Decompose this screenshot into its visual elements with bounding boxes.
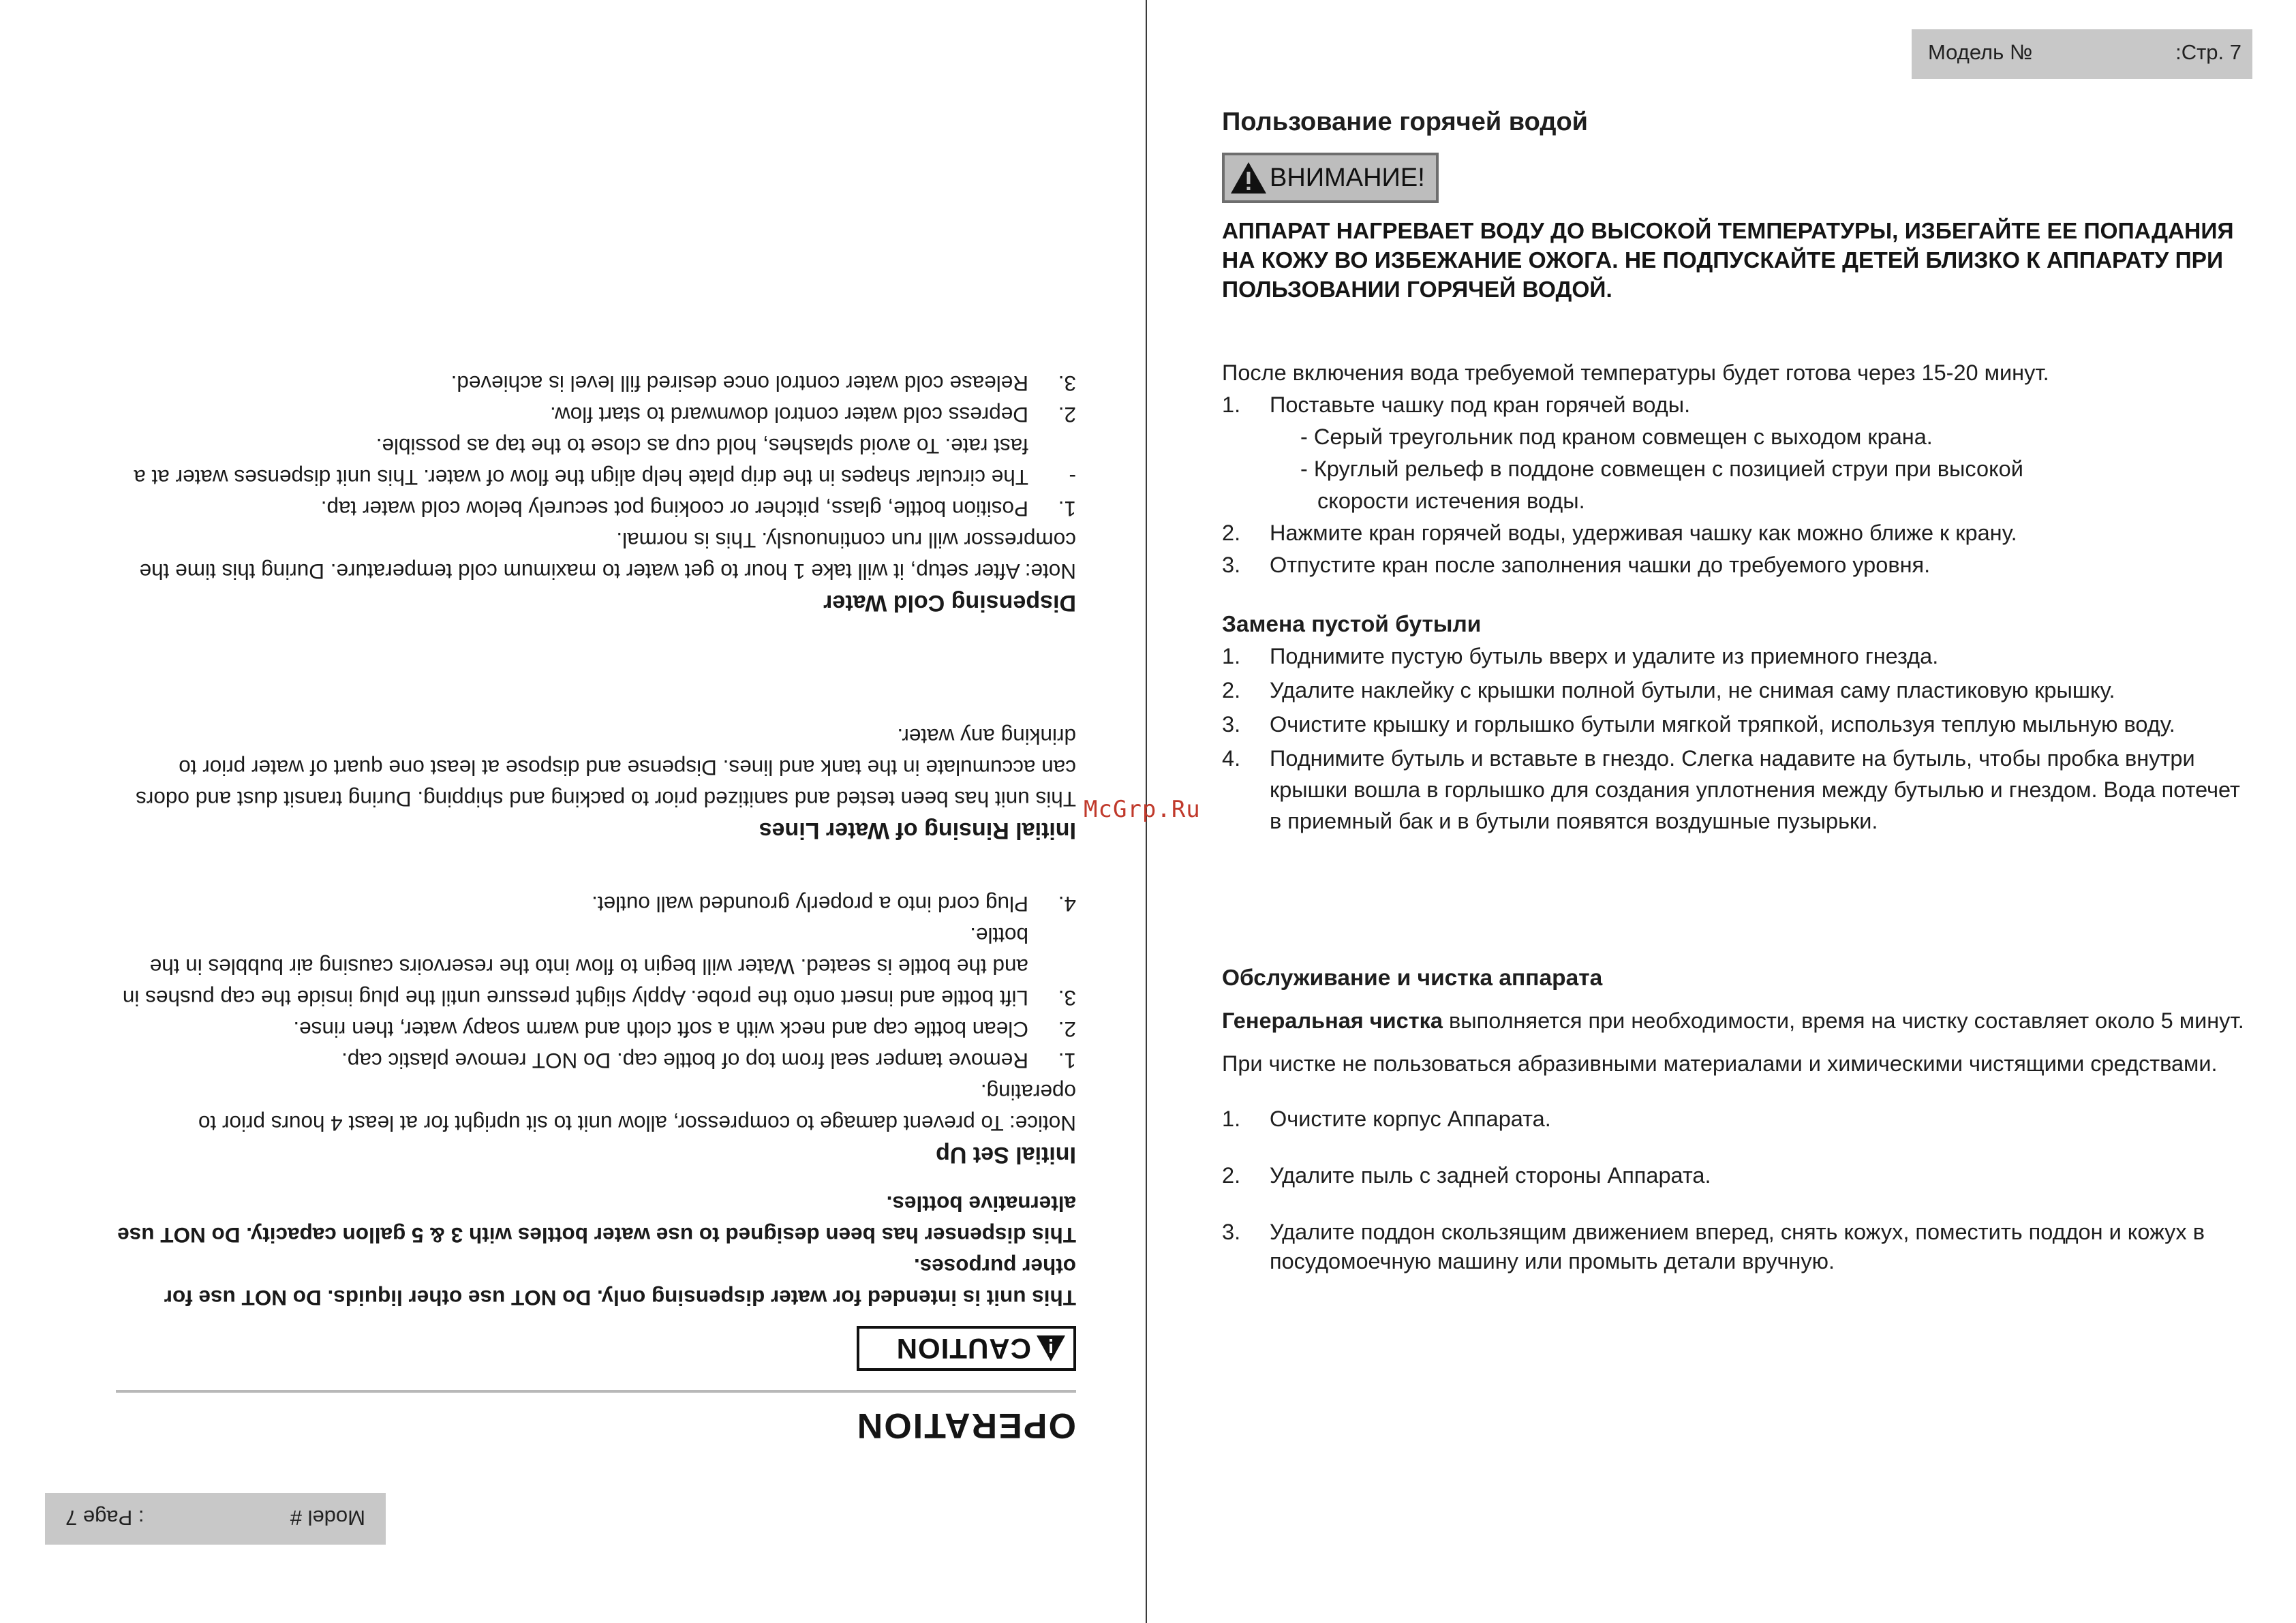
list-item <box>1222 1161 2244 1190</box>
initial-setup-section <box>108 888 1076 1171</box>
initial-rinsing-section <box>108 721 1076 846</box>
sub-item: - Круглый рельеф в поддоне совмещен с позицией струи при высокой <box>1300 457 2023 481</box>
list-number: - <box>1069 465 1076 490</box>
list-text: Поставьте чашку под кран горячей воды. <box>1270 392 1691 417</box>
list-number: 2. <box>1222 678 1241 702</box>
list-number: 3. <box>1058 371 1076 396</box>
list-text: Поднимите пустую бутыль вверх и удалите из приемного гнезда. <box>1270 644 1939 668</box>
list-text: Lift bottle and insert onto the probe. Apply slight pressure until the plug inside the cap pushes in and the bottle is seated. Water will begin to flow into the reservoirs causing air bubbles in the bottle. <box>122 923 1028 1010</box>
list-item <box>1222 549 2244 581</box>
caution-text-2: This dispenser has been designed to use water bottles with 3 & 5 gallon capacity. Do NOT use alternative bottles. <box>117 1192 1076 1248</box>
list-number: 1. <box>1222 1107 1241 1131</box>
list-text: Clean bottle cap and neck with a soft cloth and warm soapy water, then rinse. <box>293 1017 1028 1042</box>
left-page <box>0 0 1147 1623</box>
list-number: 3. <box>1222 1220 1241 1244</box>
hot-water-instructions <box>1222 357 2244 581</box>
list-text: Release cold water control once desired fill level is achieved. <box>450 371 1028 396</box>
warning-triangle-icon <box>1035 1334 1067 1363</box>
list-number: 4. <box>1222 746 1241 771</box>
initial-rinsing-text: This unit has been tested and sanitized prior to packing and shipping. During transit dust and odors can accumulate in the tank and lines. Dispense and dispose at least one quart of water prior to drinking any water. <box>136 724 1076 812</box>
general-cleaning-bold: Генеральная чистка <box>1222 1008 1443 1033</box>
list-item <box>1222 743 2244 837</box>
service-section <box>1222 963 2244 1276</box>
abrasive-warning: При чистке не пользоваться абразивными материалами и химическими чистящими средствами. <box>1222 1051 2218 1076</box>
model-number-label: Модель № <box>1928 40 2033 64</box>
list-text: Remove tamper seal from top of bottle cap. Do NOT remove plastic cap. <box>341 1049 1028 1073</box>
list-text: Position bottle, glass, pitcher or cooking pot securely below cold water tap. <box>320 497 1028 521</box>
list-item <box>1222 675 2244 706</box>
list-number: 3. <box>1058 986 1076 1010</box>
warning-label: ВНИМАНИЕ! <box>1270 163 1425 192</box>
list-text: Очистите корпус Аппарата. <box>1270 1107 1551 1131</box>
list-number: 2. <box>1058 1017 1076 1042</box>
page-number-label: : Page 7 <box>65 1506 144 1530</box>
caution-text-1: This unit is intended for water dispensing only. Do NOT use other liquids. Do NOT use for other purposes. <box>164 1254 1076 1310</box>
caution-text <box>108 1188 1076 1314</box>
bottle-replacement-section <box>1222 609 2244 837</box>
list-text: Удалите пыль с задней стороны Аппарата. <box>1270 1163 1711 1188</box>
list-number: 1. <box>1058 1049 1076 1073</box>
model-number-label: Model # <box>290 1506 365 1530</box>
bottle-replacement-title: Замена пустой бутыли <box>1222 612 1482 637</box>
list-item <box>1222 640 2244 672</box>
list-number: 3. <box>1222 553 1241 577</box>
list-text: Удалите наклейку с крышки полной бутыли, не снимая саму пластиковую крышку. <box>1270 678 2115 702</box>
hot-water-title: Пользование горячей водой <box>1222 108 1589 136</box>
initial-rinsing-title: Initial Rinsing of Water Lines <box>759 818 1076 844</box>
list-item <box>1222 1104 2244 1134</box>
general-cleaning-text: выполняется при необходимости, время на чистку составляет около 5 минут. <box>1442 1008 2244 1033</box>
list-item <box>108 888 1076 920</box>
page-number-label: :Стр. 7 <box>2175 40 2241 64</box>
service-title: Обслуживание и чистка аппарата <box>1222 965 1603 991</box>
list-text: Поднимите бутыль и вставьте в гнездо. Слегка надавите на бутыль, чтобы пробка внутри крышки вошла в горлышко для создания уплотнения между бутылью и гнездом. Вода потечет в приемный бак и в бутыли появятся воздушные пузырьки. <box>1270 746 2240 833</box>
list-number: 2. <box>1222 521 1241 545</box>
list-item <box>108 920 1076 1014</box>
list-number: 4. <box>1058 892 1076 916</box>
page-header-box <box>45 1493 386 1545</box>
list-text: Plug cord into a properly grounded wall outlet. <box>592 892 1028 916</box>
general-cleaning-paragraph <box>1222 1006 2244 1036</box>
section-divider <box>116 1390 1076 1393</box>
left-page-rotated-content <box>0 0 1147 1623</box>
warning-triangle-icon <box>1229 160 1268 196</box>
right-page <box>1147 0 2296 1623</box>
page-header-box <box>1912 29 2252 79</box>
list-number: 2. <box>1222 1163 1241 1188</box>
list-text: Очистите крышку и горлышко бутыли мягкой тряпкой, используя теплую мыльную воду. <box>1270 712 2175 737</box>
list-item <box>1222 709 2244 740</box>
list-item <box>108 1045 1076 1077</box>
list-item <box>108 431 1076 493</box>
list-number: 1. <box>1222 644 1241 668</box>
dispensing-cold-section <box>108 368 1076 619</box>
list-number: 2. <box>1058 403 1076 427</box>
hot-water-intro: После включения вода требуемой температуры будет готова через 15-20 минут. <box>1222 360 2049 385</box>
section-title: OPERATION <box>855 1406 1076 1445</box>
sub-item: - Серый треугольник под краном совмещен с выходом крана. <box>1300 424 1933 449</box>
list-item <box>108 368 1076 399</box>
list-item <box>108 399 1076 431</box>
warning-badge <box>1222 153 1439 203</box>
initial-setup-title: Initial Set Up <box>936 1142 1076 1168</box>
dispensing-cold-note: Note: After setup, it will take 1 hour to get water to maximum cold temperature. During this time the compressor will run continuously. This is normal. <box>139 528 1076 584</box>
warning-text: АППАРАТ НАГРЕВАЕТ ВОДУ ДО ВЫСОКОЙ ТЕМПЕРАТУРЫ, ИЗБЕГАЙТЕ ЕЕ ПОПАДАНИЯ НА КОЖУ ВО ИЗБЕЖАНИЕ ОЖОГА. НЕ ПОДПУСКАЙТЕ ДЕТЕЙ БЛИЗКО К АППАРАТУ ПРИ ПОЛЬЗОВАНИИ ГОРЯЧЕЙ ВОДОЙ. <box>1222 219 2234 303</box>
caution-badge <box>857 1326 1076 1371</box>
list-number: 3. <box>1222 712 1241 737</box>
list-item <box>108 1014 1076 1045</box>
dispensing-cold-title: Dispensing Cold Water <box>823 590 1076 616</box>
list-item <box>1222 517 2244 549</box>
list-item <box>1222 389 2244 421</box>
list-item <box>108 493 1076 525</box>
watermark: McGrp.Ru <box>1084 796 1201 823</box>
caution-label: CAUTION <box>896 1333 1031 1365</box>
list-text: The circular shapes in the drip plate help align the flow of water. This unit dispenses water at a fast rate. To avoid splashes, hold cup as close to the tap as possible. <box>134 434 1028 490</box>
initial-setup-notice: Notice: To prevent damage to compressor, allow unit to sit upright for at least 4 hours prior to operating. <box>198 1080 1076 1136</box>
list-item <box>1222 1218 2244 1276</box>
list-text: Отпустите кран после заполнения чашки до требуемого уровня. <box>1270 553 1931 577</box>
list-number: 1. <box>1058 497 1076 521</box>
list-text: Depress cold water control downward to start flow. <box>549 403 1028 427</box>
sub-item-continuation: скорости истечения воды. <box>1317 489 1585 513</box>
list-text: Удалите поддон скользящим движением вперед, снять кожух, поместить поддон и кожух в посудомоечную машину или промыть детали вручную. <box>1270 1220 2205 1273</box>
list-number: 1. <box>1222 392 1241 417</box>
list-text: Нажмите кран горячей воды, удерживая чашку как можно ближе к крану. <box>1270 521 2017 545</box>
